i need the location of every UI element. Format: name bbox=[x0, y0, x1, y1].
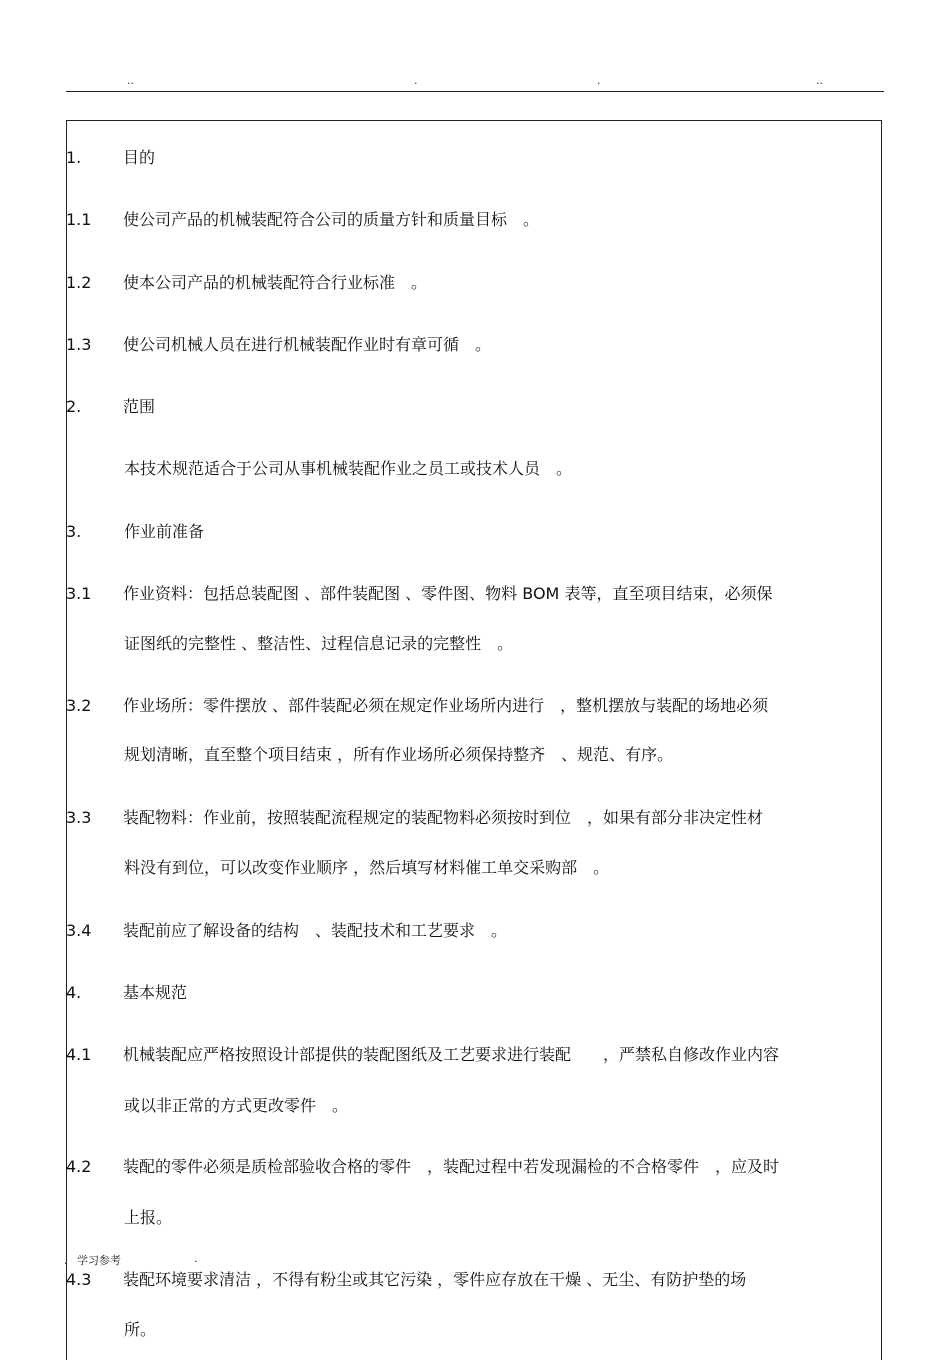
section-4-3-continued: 所。 bbox=[124, 1320, 157, 1339]
section-text: 作业场所：零件摆放 、部件装配必须在规定作业场所内进行 ，整机摆放与装配的场地必须 bbox=[123, 696, 769, 715]
section-number: 4.3 bbox=[66, 1270, 92, 1289]
footer-label: 学习参考 bbox=[77, 1254, 121, 1267]
header-dot-2: . bbox=[414, 74, 418, 87]
section-number: 3.2 bbox=[66, 696, 92, 715]
section-text: 装配的零件必须是质检部验收合格的零件 ，装配过程中若发现漏检的不合格零件 ，应及时 bbox=[123, 1157, 780, 1176]
section-2-body: 本技术规范适合于公司从事机械装配作业之员工或技术人员 。 bbox=[124, 459, 573, 478]
section-text: 基本规范 bbox=[123, 983, 188, 1002]
header-dot-3: . bbox=[597, 74, 601, 87]
section-number: 1.1 bbox=[66, 210, 92, 229]
section-number: 4. bbox=[66, 983, 82, 1002]
page-footer-note bbox=[64, 1252, 198, 1268]
footer-trail-dot: . bbox=[194, 1252, 198, 1265]
section-4-2-continued: 上报。 bbox=[124, 1208, 173, 1227]
section-text: 作业资料：包括总装配图 、部件装配图 、零件图、物料 BOM 表等，直至项目结束，必须保 bbox=[123, 584, 773, 603]
section-text: 使公司产品的机械装配符合公司的质量方针和质量目标 。 bbox=[123, 210, 540, 229]
footer-lead-dot: . bbox=[64, 1254, 68, 1267]
section-number: 1. bbox=[66, 148, 82, 167]
section-text: 范围 bbox=[123, 397, 156, 416]
section-number: 4.2 bbox=[66, 1157, 92, 1176]
section-text: 作业前准备 bbox=[124, 522, 205, 541]
section-number: 2. bbox=[66, 397, 82, 416]
section-3-1-continued: 证图纸的完整性 、整洁性、过程信息记录的完整性 。 bbox=[124, 634, 514, 653]
section-text: 装配物料：作业前，按照装配流程规定的装配物料必须按时到位 ，如果有部分非决定性材 bbox=[123, 808, 764, 827]
section-text: 装配前应了解设备的结构 、装配技术和工艺要求 。 bbox=[123, 921, 508, 940]
header-dot-1: .. bbox=[127, 74, 134, 87]
section-text: 目的 bbox=[123, 148, 156, 167]
section-number: 4.1 bbox=[66, 1045, 92, 1064]
section-text: 使本公司产品的机械装配符合行业标准 。 bbox=[123, 273, 428, 292]
section-number: 3.1 bbox=[66, 584, 92, 603]
section-number: 1.2 bbox=[66, 273, 92, 292]
section-text: 使公司机械人员在进行机械装配作业时有章可循 。 bbox=[123, 335, 492, 354]
section-number: 3.4 bbox=[66, 921, 92, 940]
section-text: 装配环境要求清洁 ，不得有粉尘或其它污染 ，零件应存放在干燥 、无尘、有防护垫的场 bbox=[123, 1270, 747, 1289]
section-number: 1.3 bbox=[66, 335, 92, 354]
section-number: 3.3 bbox=[66, 808, 92, 827]
page-header-dots bbox=[0, 70, 950, 90]
section-3-3-continued: 料没有到位，可以改变作业顺序 ，然后填写材料催工单交采购部 。 bbox=[124, 858, 610, 877]
section-number: 3. bbox=[66, 522, 82, 541]
section-4-1-continued: 或以非正常的方式更改零件 。 bbox=[124, 1096, 349, 1115]
header-rule bbox=[66, 91, 884, 92]
section-3-2-continued: 规划清晰，直至整个项目结束 ，所有作业场所必须保持整齐 、规范、有序。 bbox=[124, 745, 674, 764]
header-dot-4: .. bbox=[816, 74, 823, 87]
section-text: 机械装配应严格按照设计部提供的装配图纸及工艺要求进行装配 ，严禁私自修改作业内容 bbox=[123, 1045, 780, 1064]
